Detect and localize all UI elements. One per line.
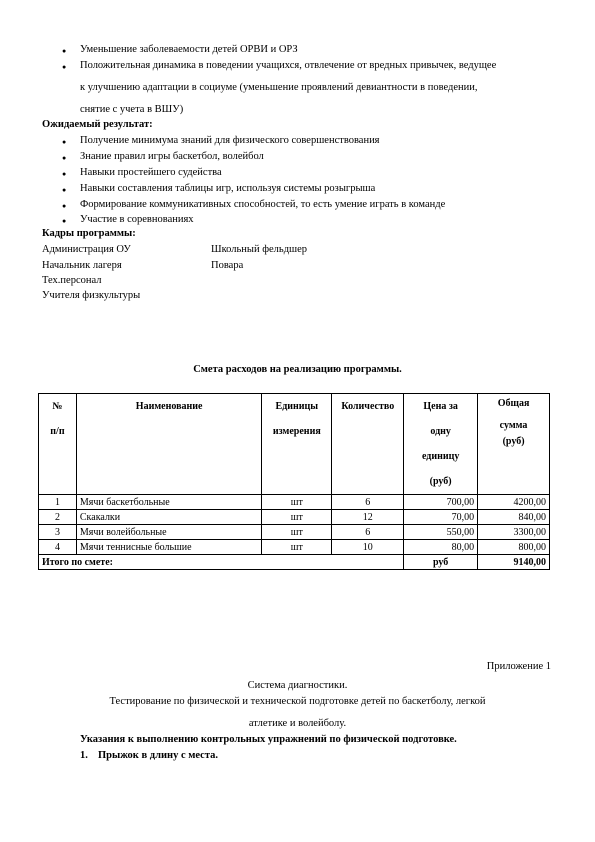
header-name bbox=[76, 394, 261, 495]
expected-item: Участие в соревнованиях bbox=[80, 214, 194, 225]
table-header-row bbox=[39, 394, 550, 495]
expected-result-heading: Ожидаемый результат: bbox=[42, 119, 153, 130]
estimate-title: Смета расходов на реализацию программы. bbox=[193, 364, 402, 375]
cell-unit: шт bbox=[262, 525, 332, 540]
bullet-icon: ● bbox=[62, 63, 67, 71]
header-num bbox=[39, 394, 77, 495]
expected-item: Получение минимума знаний для физического совершенствования bbox=[80, 135, 380, 146]
footer-total: 9140,00 bbox=[478, 555, 550, 570]
cell-qty: 6 bbox=[332, 525, 404, 540]
staff-item: Учителя физкультуры bbox=[42, 290, 141, 301]
table-row bbox=[39, 540, 550, 555]
cell-price: 80,00 bbox=[404, 540, 478, 555]
appendix-subtitle: Тестирование по физической и технической подготовке детей по баскетболу, легкой bbox=[109, 696, 486, 707]
staff-heading: Кадры программы: bbox=[42, 228, 136, 239]
expected-item: Навыки простейшего судейства bbox=[80, 167, 222, 178]
cell-qty: 6 bbox=[332, 495, 404, 510]
staff-item: Администрация ОУ bbox=[42, 244, 131, 255]
bullet-icon: ● bbox=[62, 217, 67, 225]
cell-qty: 12 bbox=[332, 510, 404, 525]
appendix-subtitle: атлетике и волейболу. bbox=[248, 718, 347, 729]
bullet-icon: ● bbox=[62, 202, 67, 210]
bullet-text-continuation: снятие с учета в ВШУ) bbox=[80, 104, 184, 115]
cell-name: Скакалки bbox=[76, 510, 261, 525]
staff-item: Школьный фельдшер bbox=[211, 244, 308, 255]
cell-unit: шт bbox=[262, 540, 332, 555]
item-number: 1. bbox=[80, 750, 88, 761]
instructions-heading: Указания к выполнению контрольных упражнений по физической подготовке. bbox=[80, 734, 457, 745]
cell-unit: шт bbox=[262, 495, 332, 510]
header-unit bbox=[262, 394, 332, 495]
item-text: Прыжок в длину с места. bbox=[98, 750, 219, 761]
table-footer-row bbox=[39, 555, 550, 570]
header-qty bbox=[332, 394, 404, 495]
header-price bbox=[404, 394, 478, 495]
header-text: сумма bbox=[499, 420, 528, 431]
header-text: п/п bbox=[50, 426, 65, 437]
header-text: единицу bbox=[421, 451, 460, 462]
bullet-icon: ● bbox=[62, 154, 67, 162]
table-row bbox=[39, 525, 550, 540]
header-text: измерения bbox=[272, 426, 321, 437]
cell-price: 70,00 bbox=[404, 510, 478, 525]
header-text: № bbox=[52, 401, 63, 412]
cell-name: Мячи теннисные большие bbox=[76, 540, 261, 555]
bullet-icon: ● bbox=[62, 186, 67, 194]
cell-num: 4 bbox=[39, 540, 77, 555]
table-row bbox=[39, 510, 550, 525]
header-text: Количество bbox=[341, 401, 395, 412]
header-text: (руб) bbox=[502, 436, 525, 447]
appendix-title: Система диагностики. bbox=[247, 680, 348, 691]
cell-qty: 10 bbox=[332, 540, 404, 555]
cell-total: 3300,00 bbox=[478, 525, 550, 540]
cell-num: 1 bbox=[39, 495, 77, 510]
cell-total: 800,00 bbox=[478, 540, 550, 555]
header-text: Цена за bbox=[423, 401, 458, 412]
header-text: Единицы bbox=[275, 401, 319, 412]
cell-name: Мячи волейбольные bbox=[76, 525, 261, 540]
expected-item: Формирование коммуникативных способностей, то есть умение играть в команде bbox=[80, 199, 446, 210]
header-text: Наименование bbox=[135, 401, 203, 412]
bullet-icon: ● bbox=[62, 170, 67, 178]
cell-name: Мячи баскетбольные bbox=[76, 495, 261, 510]
cell-total: 840,00 bbox=[478, 510, 550, 525]
staff-item: Тех.персонал bbox=[42, 275, 102, 286]
header-text: (руб) bbox=[429, 476, 452, 487]
bullet-text: Положительная динамика в поведении учащихся, отвлечение от вредных привычек, ведущее bbox=[80, 60, 497, 71]
expected-item: Навыки составления таблицы игр, используя системы розыгрыша bbox=[80, 183, 376, 194]
footer-unit: руб bbox=[404, 555, 478, 570]
header-total bbox=[478, 394, 550, 495]
estimate-table bbox=[38, 393, 550, 570]
expected-item: Знание правил игры баскетбол, волейбол bbox=[80, 151, 264, 162]
cell-num: 3 bbox=[39, 525, 77, 540]
cell-total: 4200,00 bbox=[478, 495, 550, 510]
staff-item: Повара bbox=[211, 260, 244, 271]
cell-unit: шт bbox=[262, 510, 332, 525]
staff-item: Начальник лагеря bbox=[42, 260, 122, 271]
header-text: Общая bbox=[497, 398, 530, 409]
bullet-icon: ● bbox=[62, 138, 67, 146]
table-row bbox=[39, 495, 550, 510]
header-text: одну bbox=[430, 426, 451, 437]
bullet-text-continuation: к улучшению адаптации в социуме (уменьшение проявлений девиантности в поведении, bbox=[80, 82, 478, 93]
footer-label: Итого по смете: bbox=[39, 555, 404, 570]
appendix-label: Приложение 1 bbox=[486, 661, 551, 672]
bullet-icon: ● bbox=[62, 47, 67, 55]
cell-price: 550,00 bbox=[404, 525, 478, 540]
cell-num: 2 bbox=[39, 510, 77, 525]
cell-price: 700,00 bbox=[404, 495, 478, 510]
bullet-text: Уменьшение заболеваемости детей ОРВИ и ОРЗ bbox=[80, 44, 298, 55]
